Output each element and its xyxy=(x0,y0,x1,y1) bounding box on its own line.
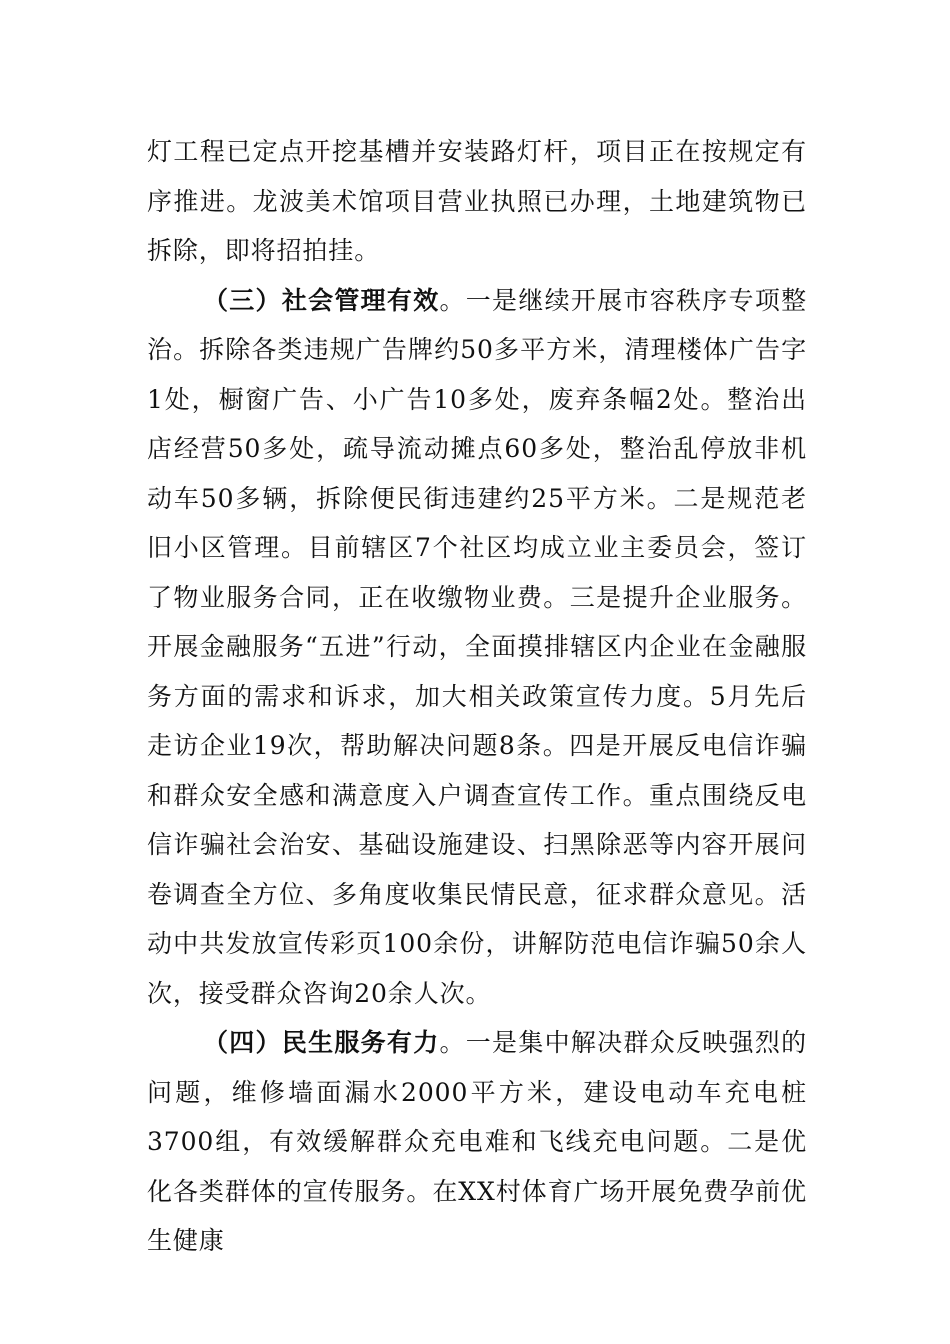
document-body xyxy=(147,127,807,1266)
paragraph-continuation xyxy=(147,127,807,276)
paragraph-text: 。一是继续开展市容秩序专项整治。拆除各类违规广告牌约50多平方米，清理楼体广告字1处，橱窗广告、小广告10多处，废弃条幅2处。整治出店经营50多处，疏导流动摊点60多处，整治乱停放非机动车50多辆，拆除便民街违建约25平方米。二是规范老旧小区管理。目前辖区7个社区均成立业主委员会，签订了物业服务合同，正在收缴物业费。三是提升企业服务。开展金融服务“五进”行动，全面摸排辖区内企业在金融服务方面的需求和诉求，加大相关政策宣传力度。5月先后走访企业19次，帮助解决问题8条。四是开展反电信诈骗和群众安全感和满意度入户调查宣传工作。重点围绕反电信诈骗社会治安、基础设施建设、扫黑除恶等内容开展问卷调查全方位、多角度收集民情民意，征求群众意见。活动中共发放宣传彩页100余份，讲解防范电信诈骗50余人次，接受群众咨询20余人次。 xyxy=(147,285,807,1008)
paragraph-social-management xyxy=(147,276,807,1019)
section-heading-livelihood-services: （四）民生服务有力 xyxy=(203,1028,440,1057)
section-heading-social-management: （三）社会管理有效 xyxy=(203,285,440,315)
paragraph-text: 。一是集中解决群众反映强烈的问题，维修墙面漏水2000平方米，建设电动车充电桩3700组，有效缓解群众充电难和飞线充电问题。二是优化各类群体的宣传服务。在XX村体育广场开展免费孕前优生健康 xyxy=(147,1028,807,1255)
paragraph-livelihood-services xyxy=(147,1018,807,1266)
paragraph-text: 灯工程已定点开挖基槽并安装路灯杆，项目正在按规定有序推进。龙波美术馆项目营业执照已办理，土地建筑物已拆除，即将招拍挂。 xyxy=(147,137,807,265)
